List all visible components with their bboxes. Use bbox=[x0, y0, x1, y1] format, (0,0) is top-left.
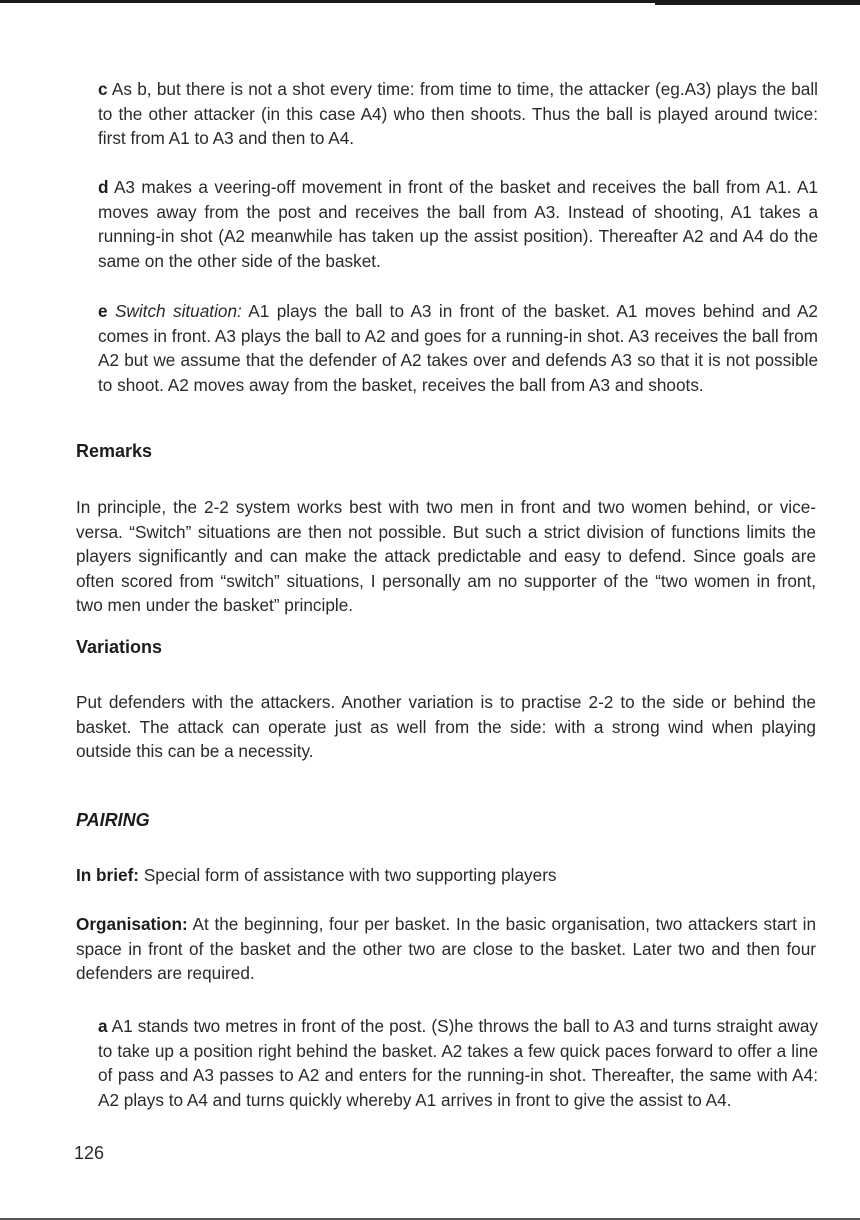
variations-paragraph: Put defenders with the attackers. Another variation is to practise 2-2 to the side or behind the basket. The attack can operate just as well from the side: with a strong wind when playing outside this can be a necessity. bbox=[76, 692, 816, 761]
organisation-label: Organisation: bbox=[76, 914, 188, 934]
organisation-text: At the beginning, four per basket. In the basic organisation, two attackers start in space in front of the basket and the other two are close to the basket. Later two and then four defenders are required. bbox=[76, 914, 816, 983]
paragraph-a-text: A1 stands two metres in front of the post. (S)he throws the ball to A3 and turns straight away to take up a position right behind the basket. A2 takes a few quick paces forward to offer a line of pass and A3 passes to A2 and enters for the running-in shot. Thereafter, the same with A4: A2 plays to A4 and turns quickly whereby A1 arrives in front to give the assist to A4. bbox=[98, 1016, 818, 1110]
item-letter-e: e bbox=[98, 301, 108, 321]
organisation-paragraph bbox=[76, 912, 816, 986]
in-brief-text: Special form of assistance with two supporting players bbox=[143, 865, 557, 885]
page-number: 126 bbox=[74, 1143, 105, 1163]
paragraph-d bbox=[98, 175, 818, 273]
in-brief-paragraph bbox=[76, 863, 816, 888]
remarks-paragraph: In principle, the 2-2 system works best with two men in front and two women behind, or vice-versa. “Switch” situations are then not possible. But such a strict division of functions limits the players significantly and can make the attack predictable and easy to defend. Since goals are often scored from “switch” situations, I personally am no supporter of the “two women in front, two men under the basket” principle. bbox=[76, 497, 816, 615]
top-rule-extension bbox=[655, 3, 860, 5]
paragraph-e bbox=[98, 299, 818, 397]
in-brief-label: In brief: bbox=[76, 865, 140, 885]
item-letter-d: d bbox=[98, 177, 109, 197]
paragraph-a bbox=[98, 1014, 818, 1112]
switch-situation-label: Switch situation: bbox=[114, 301, 242, 321]
variations-heading: Variations bbox=[76, 637, 163, 657]
paragraph-d-text: A3 makes a veering-off movement in front of the basket and receives the ball from A1. A1 moves away from the post and receives the ball from A3. Instead of shooting, A1 takes a running-in shot (A2 meanwhile has taken up the assist position). Thereafter A2 and A4 do the same on the other side of the basket. bbox=[98, 177, 819, 271]
remarks-heading: Remarks bbox=[76, 441, 153, 461]
paragraph-c bbox=[98, 77, 818, 151]
item-letter-c: c bbox=[98, 79, 108, 99]
section-title: PAIRING bbox=[76, 810, 150, 830]
item-letter-a: a bbox=[98, 1016, 108, 1036]
paragraph-c-text: As b, but there is not a shot every time: from time to time, the attacker (eg.A3) plays the ball to the other attacker (in this case A4) who then shoots. Thus the ball is played around twice: first from A1 to A3 and then to A4. bbox=[98, 79, 819, 148]
paragraph-e-text: A1 plays the ball to A3 in front of the basket. A1 moves behind and A2 comes in front. A3 plays the ball to A2 and goes for a running-in shot. A3 receives the ball from A2 but we assume that the defender of A2 takes over and defends A3 so that it is not possible to shoot. A2 moves away from the basket, receives the ball from A3 and shoots. bbox=[98, 301, 818, 395]
